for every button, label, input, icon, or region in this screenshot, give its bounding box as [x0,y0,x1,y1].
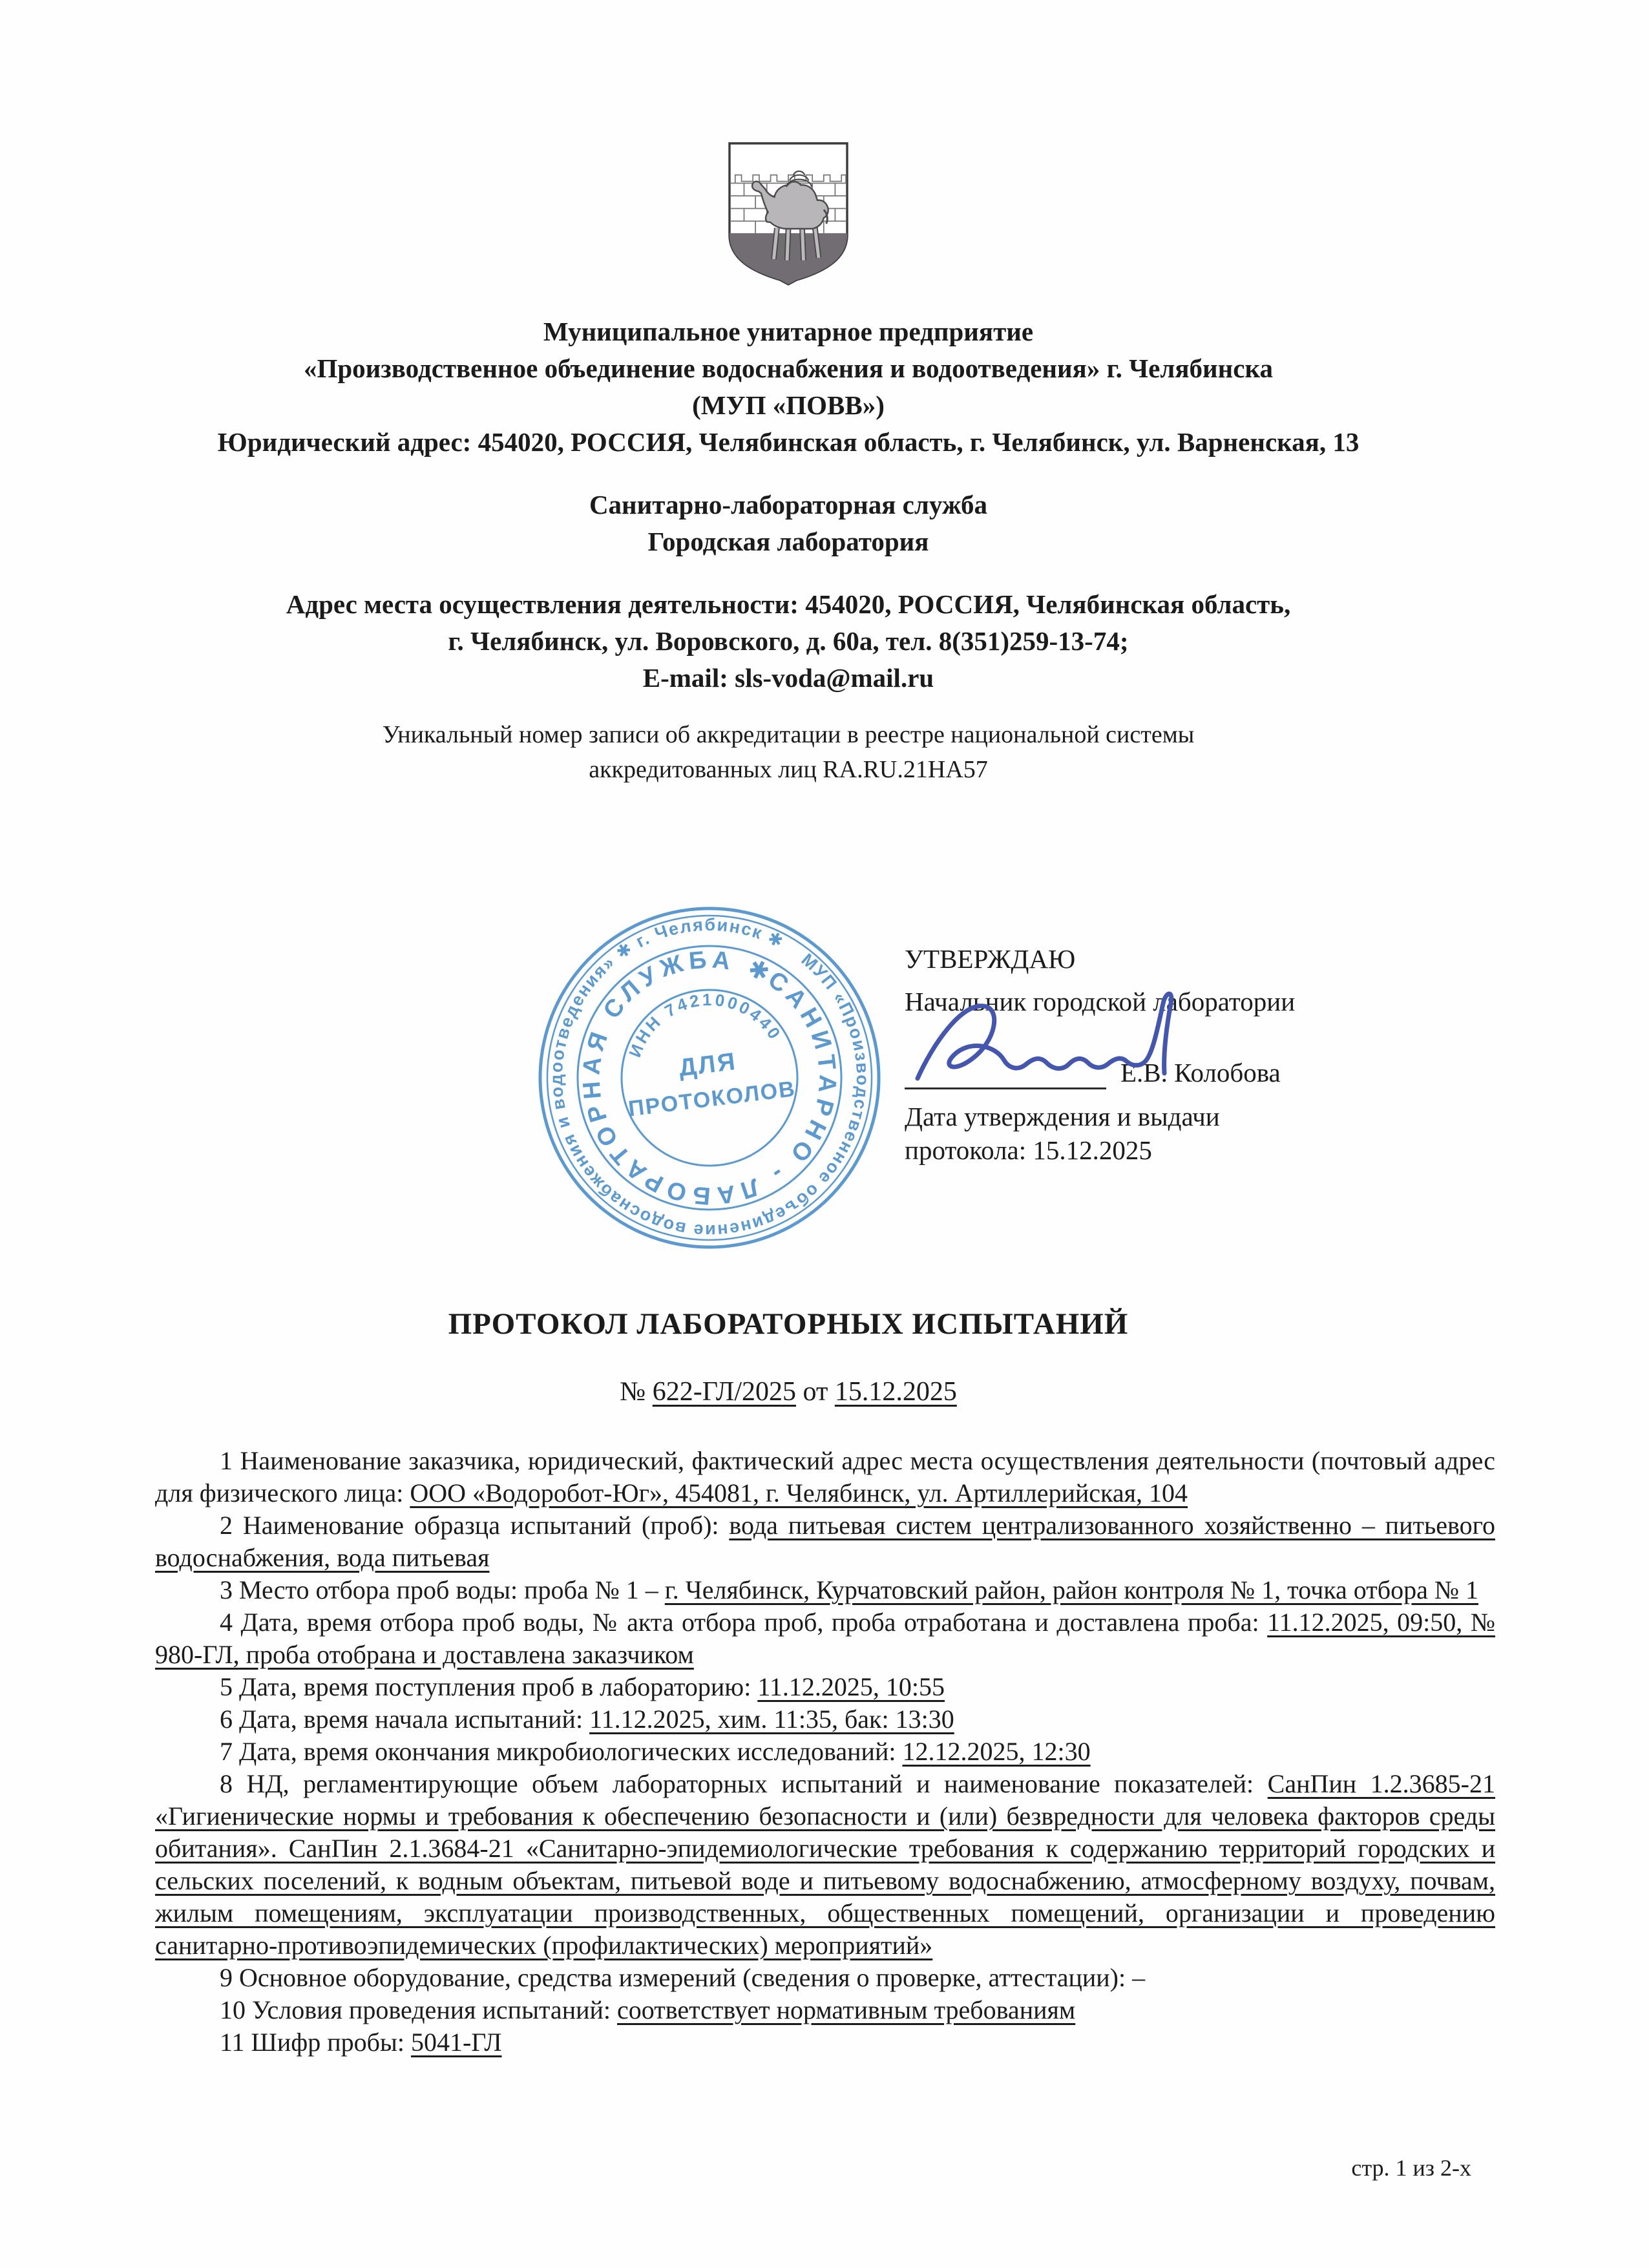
stamp-center-line1: ДЛЯ [677,1047,739,1082]
protocol-item: 8 НД, регламентирующие объем лабораторных испытаний и наименование показателей: СанПин 1.2.3685-21 «Гигиенические нормы и требования к обеспечению безопасности и (или) безвредности для человека факторов среды обитания». СанПин 2.1.3684-21 «Санитарно-эпидемиологические требования к содержанию территорий городских и сельских поселений, к водным объектам, питьевой воде и питьевому водоснабжению, атмосферному воздуху, почвам, жилым помещениям, эксплуатации производственных, общественных помещений, организации и проведению санитарно-противоэпидемических (профилактических) мероприятий» [155,1769,1495,1960]
activity-address-line2: г. Челябинск, ул. Воровского, д. 60а, тел. 8(351)259-13-74; [448,626,1129,656]
legal-address: Юридический адрес: 454020, РОССИЯ, Челябинская область, г. Челябинск, ул. Варненская, 13 [217,427,1360,457]
document-header [0,0,1577,787]
approval-block [905,942,1512,1167]
protocol-number-middle: от [796,1377,835,1407]
protocol-number: 622-ГЛ/2025 [652,1377,797,1407]
service-name: Санитарно-лабораторная служба [589,490,988,520]
protocol-number-prefix: № [620,1377,653,1407]
protocol-item: 3 Место отбора проб воды: проба № 1 – г. Челябинск, Курчатовский район, район контроля № 1, точка отбора № 1 [220,1575,1479,1604]
protocol-item: 4 Дата, время отбора проб воды, № акта отбора проб, проба отработана и доставлена проба: 11.12.2025, 09:50, № 980-ГЛ, проба отобрана и доставлена заказчиком [155,1608,1496,1669]
approver-position: Начальник городской лаборатории [905,987,1296,1016]
activity-address-line1: Адрес места осуществления деятельности: 454020, РОССИЯ, Челябинская область, [286,589,1291,619]
org-name: «Производственное объединение водоснабжения и водоотведения» г. Челябинска [303,353,1273,383]
signature-line [905,1020,1106,1089]
protocol-item: 10 Условия проведения испытаний: соответствует нормативным требованиям [220,1995,1076,2024]
approval-date-label: Дата утверждения и выдачи [905,1102,1220,1131]
lab-round-stamp [515,883,904,1272]
protocol-item: 1 Наименование заказчика, юридический, фактический адрес места осуществления деятельности (почтовый адрес для физического лица: ООО «Водоробот-Юг», 454081, г. Челябинск, ул. Артиллерийская, 104 [155,1446,1495,1507]
page-number: стр. 1 из 2-х [1351,2155,1471,2181]
stamp-ring-text: САНИТАРНО - ЛАБОРАТОРНАЯ СЛУЖБА ✱ [578,946,841,1210]
org-short-name: (МУП «ПОВВ») [692,390,885,420]
org-type: Муниципальное унитарное предприятие [543,317,1034,346]
signer-name: Е.В. Колобова [1120,1058,1281,1087]
email: E-mail: sls-voda@mail.ru [642,663,934,693]
protocol-item: 6 Дата, время начала испытаний: 11.12.2025, хим. 11:35, бак: 13:30 [220,1705,954,1734]
stamp-outer-text: МУП «Производственное объединение водоснабжения и водоотведения» ✱ г. Челябинск ✱ [546,914,873,1241]
protocol-item: 2 Наименование образца испытаний (проб): вода питьевая систем централизованного хозяйственно – питьевого водоснабжения, вода питьевая [155,1511,1495,1572]
approval-date-value: протокола: 15.12.2025 [905,1135,1152,1165]
protocol-item: 5 Дата, время поступления проб в лабораторию: 11.12.2025, 10:55 [220,1672,945,1701]
protocol-date: 15.12.2025 [834,1377,957,1407]
signature-row [905,1022,1512,1089]
approve-label: УТВЕРЖДАЮ [905,944,1076,974]
stamp-center-line2: ПРОТОКОЛОВ [627,1076,797,1122]
protocol-number-line [0,1376,1577,1407]
document-title: ПРОТОКОЛ ЛАБОРАТОРНЫХ ИСПЫТАНИЙ [448,1307,1129,1341]
stamp-inn-text: ИНН 7421000440 [625,989,786,1060]
lab-name: Городская лаборатория [647,527,929,556]
protocol-items [155,1445,1495,2059]
protocol-item: 9 Основное оборудование, средства измерений (сведения о проверке, аттестации): – [220,1963,1146,1992]
protocol-item: 11 Шифр пробы: 5041-ГЛ [220,2028,502,2057]
accreditation-line1: Уникальный номер записи об аккредитации в реестре национальной системы [382,721,1195,748]
chelyabinsk-coat-of-arms-icon [725,139,852,288]
accreditation-line2: аккредитованных лиц RA.RU.21НА57 [589,756,988,783]
protocol-item: 7 Дата, время окончания микробиологических исследований: 12.12.2025, 12:30 [220,1737,1091,1766]
signature [899,982,1203,1098]
